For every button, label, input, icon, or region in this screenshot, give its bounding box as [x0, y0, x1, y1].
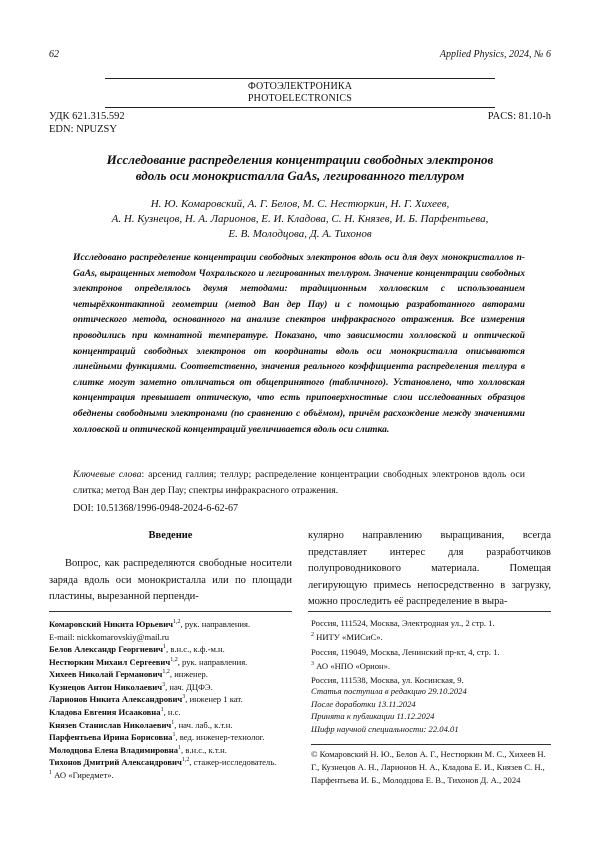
footnote-sup: 1	[160, 706, 164, 713]
authors-line: Н. Ю. Комаровский, А. Г. Белов, М. С. Нестюркин, Н. Г. Хихеев,	[150, 198, 450, 210]
address-text: АО «НПО «Орион».	[314, 660, 391, 671]
footnote-info: , вед. инженер-технолог.	[175, 731, 265, 742]
footnote-line	[49, 692, 294, 705]
title-line: Исследование распределения концентрации свободных электронов	[106, 152, 494, 167]
address-line	[311, 658, 551, 672]
footnote-name: Белов Александр Георгиевич	[49, 643, 164, 654]
footnote-name: Кузнецов Антон Николаевич	[49, 681, 163, 692]
footnote-info: , нач. лаб., к.т.н.	[174, 719, 233, 730]
pacs-code: PACS: 81.10-h	[487, 111, 551, 122]
journal-name: Applied Physics, 2024, № 6	[439, 49, 551, 60]
section-rule-top	[105, 78, 495, 79]
author-list	[60, 197, 540, 242]
intro-right-text: кулярно направлению выращивания, всегда представляет интерес для разработчиков полупроводникового материала. Помещая легирующую примесь непосредственно в загрузку, можно проследить её распределение в выра-	[308, 530, 551, 607]
footnote-name: Тихонов Дмитрий Александрович	[49, 757, 182, 768]
footnote-line	[49, 667, 294, 680]
footnote-name: Нестюркин Михаил Сергеевич	[49, 656, 171, 667]
abstract: Исследовано распределение концентрации свободных электронов вдоль оси для двух монокристаллов n-GaAs, выращенных методом Чохральского и легированных теллуром. Значение концентрации свободных электронов определялось двумя методами: традиционным холловским с использованием четырёхконтактной геометрии (метод Ван дер Пау) и с помощью разработанного авторами оптического метода, основанного на анализе спектров инфракрасного отражения. Все измерения проводились при комнатной температуре. Показано, что зависимости холловской и оптической концентраций свободных электронов от координаты вдоль оси монокристалла описываются линейными функциями. Соответственно, значения реального коэффициента распределения теллура в слитке могут заметно отличаться от общепринятого (табличного). Установлено, что холловская концентрация превышает оптическую, что есть приповерхностные слои исследованных образцов обеднены свободными электронами (по сравнению с объёмом), причём расхождение между значениями холловской и оптической концентраций увеличивается вдоль оси слитка.	[73, 252, 525, 435]
date-line: Принята к публикации 11.12.2024	[311, 711, 435, 721]
date-line: Шифр научной специальности: 22.04.01	[311, 723, 459, 734]
footnote-line	[49, 630, 294, 643]
footnote-sup: 1,2	[162, 669, 170, 676]
footnote-line	[49, 768, 294, 781]
page-number: 62	[49, 49, 59, 60]
section-title-ru: ФОТОЭЛЕКТРОНИКА	[247, 81, 353, 92]
footnote-info: , н.с.	[163, 706, 181, 717]
article-dates	[311, 685, 551, 735]
address-text: НИТУ «МИСиС».	[314, 632, 383, 643]
footnote-sup: 1	[172, 732, 176, 739]
footnote-line	[49, 730, 294, 743]
affiliation-addresses	[311, 615, 551, 687]
footnote-affiliation: АО «Гиредмет».	[52, 769, 114, 780]
intro-left-text: Вопрос, как распределяются свободные носители заряда вдоль оси монокристалла или по площади пластины, вырезанной перпенди-	[49, 558, 292, 602]
date-line: Статья поступила в редакцию 29.10.2024	[311, 686, 467, 696]
footnote-sup: 3	[162, 681, 166, 688]
keywords	[73, 467, 525, 499]
footnote-sup: 1	[171, 719, 175, 726]
footnote-name: Хихеев Николай Германович	[49, 669, 163, 680]
author-footnotes	[49, 617, 294, 780]
footnote-line	[49, 755, 294, 768]
footnote-separator-right	[308, 611, 551, 612]
footnote-line	[49, 705, 294, 718]
footnote-name: Ларионов Никита Александрович	[49, 694, 183, 705]
footnote-name: Комаровский Никита Юрьевич	[49, 618, 174, 629]
footnote-separator-left	[49, 611, 292, 612]
footnote-sup: 3	[182, 694, 186, 701]
edn-code: EDN: NPUZSY	[49, 124, 117, 135]
footnote-sup: 1	[49, 769, 52, 776]
footnote-sup: 1,2	[170, 656, 178, 663]
copyright-separator	[311, 744, 551, 745]
title-line: вдоль оси монокристалла GaAs, легированного теллуром	[135, 168, 465, 183]
footnote-line	[49, 642, 294, 655]
footnote-info: , стажер-исследователь.	[189, 757, 277, 768]
footnote-info: , в.н.с., к.т.н.	[181, 744, 227, 755]
footnote-line	[49, 655, 294, 668]
address-sup: 3	[311, 661, 314, 668]
article-title	[50, 152, 550, 184]
copyright-notice: © Комаровский Н. Ю., Белов А. Г., Нестюркин М. С., Хихеев Н. Г., Кузнецов А. Н., Ларионов Н. А., Кладова Е. И., Князев С. Н., Парфентьева И. Б., Молодцова Е. В., Тихонов Д. А., 2024	[311, 749, 546, 785]
footnote-name: Князев Станислав Николаевич	[49, 719, 172, 730]
footnote-name: Кладова Евгения Исааковна	[49, 706, 161, 717]
keywords-label: Ключевые слова	[73, 469, 142, 480]
footnote-sup: 1	[163, 644, 167, 651]
intro-heading: Введение	[148, 530, 193, 541]
address-line	[311, 644, 551, 658]
address-sup: 2	[311, 632, 314, 639]
section-rule-bottom	[105, 107, 495, 108]
address-line	[311, 615, 551, 629]
address-text: Россия, 111524, Москва, Электродная ул., 2 стр. 1.	[311, 617, 495, 628]
footnote-info: , в.н.с., к.ф.-м.н.	[166, 643, 225, 654]
authors-line: А. Н. Кузнецов, Н. А. Ларионов, Е. И. Кладова, С. Н. Князев, И. Б. Парфентьева,	[111, 213, 489, 225]
date-line: После доработки 13.11.2024	[311, 698, 416, 709]
address-line	[311, 629, 551, 643]
footnote-line	[49, 680, 294, 693]
footnote-sup: 1	[178, 744, 181, 751]
footnote-line	[49, 617, 294, 630]
footnote-email: E-mail: nickkomarovskiy@mail.ru	[49, 631, 170, 642]
footnote-info: , рук. направления.	[177, 656, 248, 667]
footnote-info: , инженер 1 кат.	[185, 694, 243, 705]
footnote-info: , инженер.	[169, 669, 208, 680]
footnote-info: , нач. ДЦФЭ.	[165, 681, 213, 692]
footnote-info: , рук. направления.	[180, 618, 251, 629]
doi: DOI: 10.51368/1996-0948-2024-6-62-67	[73, 503, 238, 514]
footnote-name: Молодцова Елена Владимировна	[49, 744, 178, 755]
footnote-name: Парфентьева Ирина Борисовна	[49, 731, 173, 742]
footnote-sup: 1,2	[181, 757, 190, 764]
address-text: Россия, 119049, Москва, Ленинский пр-кт, 4, стр. 1.	[311, 646, 500, 657]
address-text: Россия, 111538, Москва, ул. Косинская, 9.	[311, 675, 464, 686]
footnote-line	[49, 743, 294, 756]
section-title-en: PHOTOELECTRONICS	[247, 93, 353, 104]
authors-line: Е. В. Молодцова, Д. А. Тихонов	[228, 228, 372, 240]
footnote-line	[49, 718, 294, 731]
udc-code: УДК 621.315.592	[49, 111, 125, 122]
footnote-sup: 1,2	[173, 619, 181, 625]
keywords-text: : арсенид галлия; теллур; распределение концентрации свободных электронов вдоль оси слитка; метод Ван дер Пау; спектры инфракрасного отражения.	[73, 469, 525, 496]
